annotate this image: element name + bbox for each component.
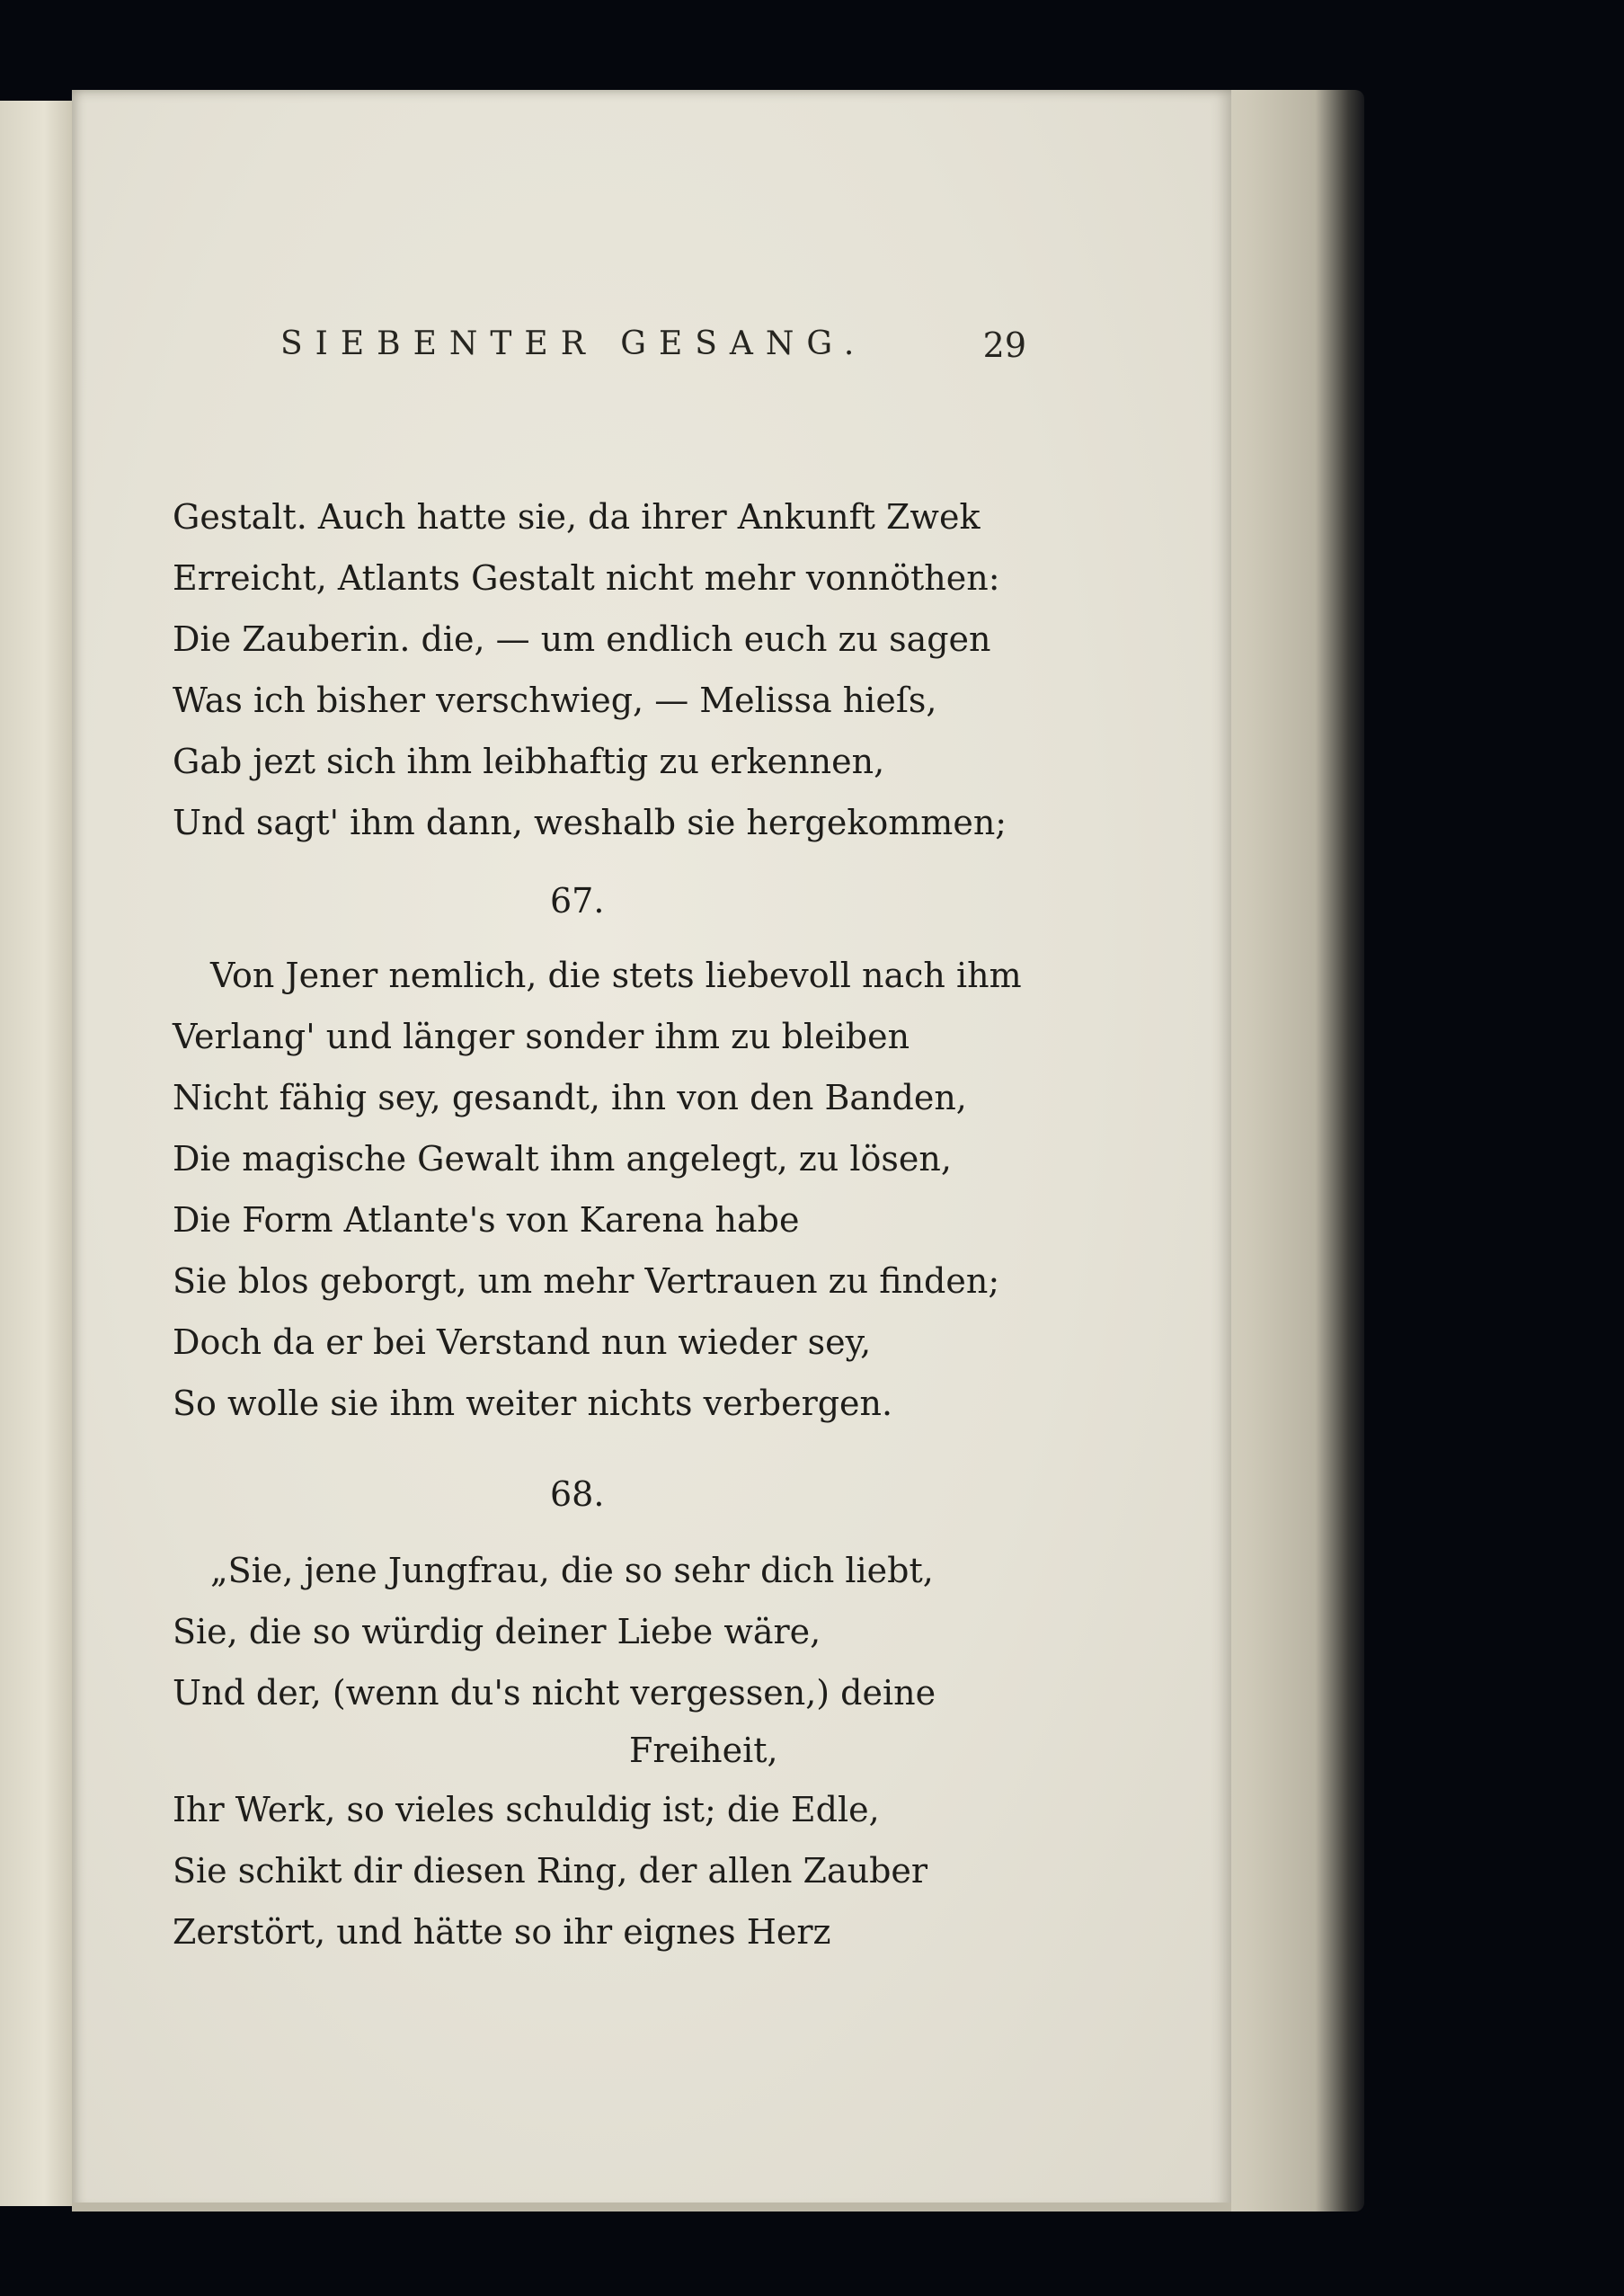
verse-line: Die Zauberin. die, — um endlich euch zu sagen xyxy=(173,619,991,659)
verse-line: Was ich bisher verschwieg, — Melissa hieſs, xyxy=(173,681,937,720)
left-facing-page-edge xyxy=(0,101,75,2206)
verse-line: Ihr Werk, so vieles schuldig ist; die Edle, xyxy=(173,1790,880,1829)
verse-line: Sie blos geborgt, um mehr Vertrauen zu finden; xyxy=(173,1261,1000,1301)
page-header xyxy=(173,325,1026,370)
page-number: 29 xyxy=(982,325,1026,365)
verse-line: Zerstört, und hätte so ihr eignes Herz xyxy=(173,1912,831,1952)
stanza-number: 67. xyxy=(550,881,605,921)
verse-line: Sie, die so würdig deiner Liebe wäre, xyxy=(173,1612,821,1651)
verse-line: Verlang' und länger sonder ihm zu bleiben xyxy=(173,1017,910,1056)
verse-line: Die Form Atlante's von Karena habe xyxy=(173,1200,800,1240)
verse-line: „Sie, jene Jungfrau, die so sehr dich liebt, xyxy=(210,1551,934,1590)
verse-line: Gab jezt sich ihm leibhaftig zu erkennen, xyxy=(173,742,885,781)
verse-line: Sie schikt dir diesen Ring, der allen Zauber xyxy=(173,1851,928,1891)
verse-line: Gestalt. Auch hatte sie, da ihrer Ankunft Zwek xyxy=(173,497,981,537)
verse-line: Von Jener nemlich, die stets liebevoll nach ihm xyxy=(210,956,1022,995)
book-page xyxy=(72,90,1231,2211)
verse-line-continuation: Freiheit, xyxy=(629,1731,778,1770)
stanza-number: 68. xyxy=(550,1474,605,1514)
verse-line: Die magische Gewalt ihm angelegt, zu lösen, xyxy=(173,1139,952,1179)
running-title: SIEBENTER GESANG. xyxy=(280,325,867,362)
verse-line: Nicht fähig sey, gesandt, ihn von den Banden, xyxy=(173,1078,967,1117)
verse-line: Und sagt' ihm dann, weshalb sie hergekommen; xyxy=(173,803,1007,842)
verse-line: Und der, (wenn du's nicht vergessen,) deine xyxy=(173,1673,936,1713)
verse-line: Doch da er bei Verstand nun wieder sey, xyxy=(173,1322,872,1362)
verse-line: So wolle sie ihm weiter nichts verbergen. xyxy=(173,1384,893,1423)
verse-line: Erreicht, Atlants Gestalt nicht mehr vonnöthen: xyxy=(173,558,1000,598)
